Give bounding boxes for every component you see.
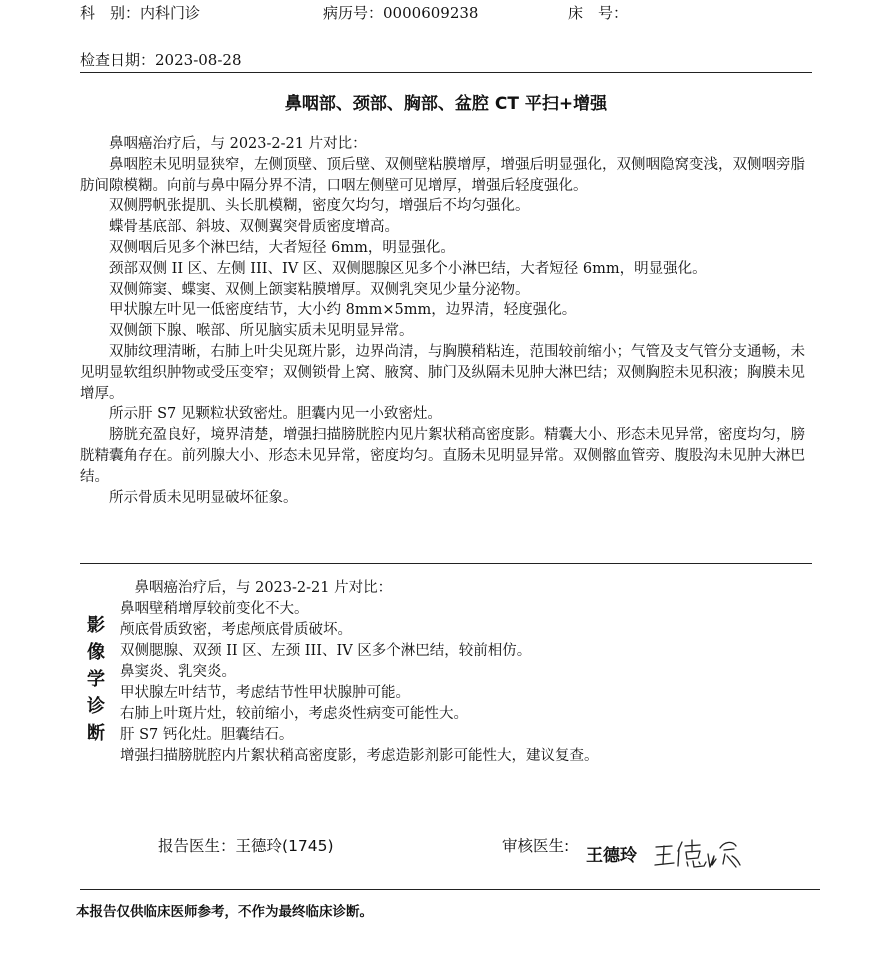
record-number-label: 病历号： — [323, 4, 384, 22]
record-number-field — [323, 2, 478, 23]
diagnosis-line: 右肺上叶斑片灶，较前缩小，考虑炎性病变可能性大。 — [120, 706, 468, 722]
findings-paragraph: 双侧腭帆张提肌、头长肌模糊，密度欠均匀，增强后不均匀强化。 — [109, 198, 530, 215]
department-field — [80, 2, 200, 23]
findings-paragraph: 膀胱充盈良好，境界清楚，增强扫描膀胱腔内见片絮状稍高密度影。精囊大小、形态未见异常，密度均匀，膀胱精囊角存在。前列腺大小、形态未见异常，密度均匀。直肠未见明显异常。双侧髂血管旁、腹股沟未见肿大淋巴结。 — [80, 427, 805, 485]
review-doctor-name: 王德玲 — [586, 846, 637, 866]
findings-paragraph: 双肺纹理清晰，右肺上叶尖见斑片影，边界尚清，与胸膜稍粘连，范围较前缩小；气管及支气管分支通畅，未见明显软组织肿物或受压变窄；双侧锁骨上窝、腋窝、肺门及纵隔未见肿大淋巴结；双侧胸腔未见积液；胸膜未见增厚。 — [80, 343, 805, 402]
findings-paragraph: 鼻咽癌治疗后，与 2023-2-21 片对比： — [109, 136, 367, 152]
diagnosis-line: 增强扫描膀胱腔内片絮状稍高密度影，考虑造影剂影可能性大，建议复查。 — [120, 748, 599, 764]
findings-section — [80, 134, 815, 508]
exam-date-value: 2023-08-28 — [155, 51, 242, 69]
diagnosis-line: 鼻窦炎、乳突炎。 — [120, 664, 236, 680]
diagnosis-line: 肝 S7 钙化灶。胆囊结石。 — [120, 727, 294, 743]
diagnosis-label-char: 断 — [87, 723, 105, 744]
findings-divider — [80, 563, 812, 564]
diagnosis-line: 双侧腮腺、双颈 II 区、左颈 III、IV 区多个淋巴结，较前相仿。 — [120, 643, 532, 659]
report-title: 鼻咽部、颈部、胸部、盆腔 CT 平扫+增强 — [284, 94, 608, 114]
bed-label: 床 号： — [568, 4, 629, 22]
record-number-value: 0000609238 — [383, 4, 479, 22]
diagnosis-section — [120, 578, 820, 767]
findings-paragraph: 双侧筛窦、蝶窦、双侧上颌窦粘膜增厚。双侧乳突见少量分泌物。 — [109, 281, 530, 298]
findings-paragraph: 所示肝 S7 见颗粒状致密灶。胆囊内见一小致密灶。 — [109, 406, 442, 423]
diagnosis-label-char: 诊 — [87, 696, 105, 717]
findings-paragraph: 鼻咽腔未见明显狭窄，左侧顶壁、顶后壁、双侧壁粘膜增厚，增强后明显强化，双侧咽隐窝变浅，双侧咽旁脂肪间隙模糊。向前与鼻中隔分界不清，口咽左侧壁可见增厚，增强后轻度强化。 — [80, 156, 805, 194]
diagnosis-label — [84, 612, 108, 747]
review-doctor-label: 审核医生: — [502, 837, 570, 855]
diagnosis-label-char: 像 — [87, 642, 105, 663]
signature-scribble — [652, 834, 748, 872]
exam-date-label: 检查日期： — [80, 51, 156, 69]
department-value: 内科门诊 — [140, 4, 201, 22]
diagnosis-line: 鼻咽壁稍增厚较前变化不大。 — [120, 601, 309, 617]
disclaimer: 本报告仅供临床医师参考，不作为最终临床诊断。 — [76, 904, 373, 920]
handwritten-signature — [652, 834, 748, 876]
reporting-doctor — [158, 834, 334, 856]
diagnosis-line: 鼻咽癌治疗后，与 2023-2-21 片对比： — [120, 580, 393, 596]
findings-paragraph: 蝶骨基底部、斜坡、双侧翼突骨质密度增高。 — [109, 219, 399, 236]
findings-paragraph: 所示骨质未见明显破坏征象。 — [109, 489, 298, 506]
diagnosis-line: 颅底骨质致密，考虑颅底骨质破坏。 — [120, 622, 352, 638]
diagnosis-label-char: 影 — [87, 615, 105, 636]
exam-date — [80, 49, 242, 70]
department-label: 科 别： — [80, 4, 141, 22]
findings-paragraph: 双侧颌下腺、喉部、所见脑实质未见明显异常。 — [109, 323, 414, 340]
findings-paragraph: 双侧咽后见多个淋巴结，大者短径 6mm，明显强化。 — [109, 239, 455, 256]
footer-divider — [80, 889, 820, 890]
diagnosis-label-char: 学 — [87, 669, 105, 690]
findings-paragraph: 颈部双侧 II 区、左侧 III、IV 区、双侧腮腺区见多个小淋巴结，大者短径 6mm，明显强化。 — [109, 260, 707, 277]
bed-field — [568, 2, 628, 23]
diagnosis-line: 甲状腺左叶结节，考虑结节性甲状腺肿可能。 — [120, 685, 410, 701]
header-divider — [80, 72, 812, 73]
reporting-doctor-value: 王德玲(1745) — [235, 837, 334, 855]
reporting-doctor-label: 报告医生： — [158, 837, 236, 855]
findings-paragraph: 甲状腺左叶见一低密度结节，大小约 8mm×5mm，边界清，轻度强化。 — [109, 302, 577, 319]
